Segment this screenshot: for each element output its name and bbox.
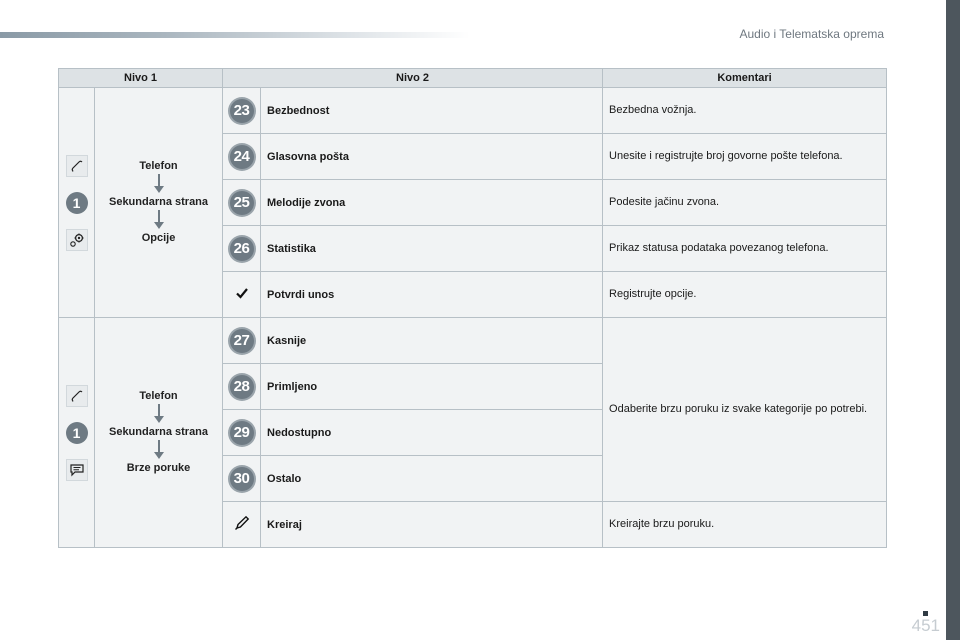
pencil-icon (234, 515, 250, 531)
table-row (59, 88, 887, 134)
section-title: Audio i Telematska oprema (739, 27, 884, 41)
column-header-level2: Nivo 2 (223, 69, 603, 88)
settings-gear-icon (66, 229, 88, 251)
path-item-sekundarna-strana: Sekundarna strana (108, 426, 209, 438)
menu-number-badge: 26 (230, 237, 254, 261)
arrow-down-icon (154, 174, 164, 194)
column-header-level1: Nivo 1 (59, 69, 223, 88)
path-item-telefon: Telefon (139, 390, 178, 402)
menu-item-label: Statistika (261, 226, 603, 272)
menu-number-badge: 23 (230, 99, 254, 123)
level1-icons-cell (59, 318, 95, 548)
phone-handset-icon (66, 155, 88, 177)
menu-item-label: Glasovna pošta (261, 134, 603, 180)
menu-number-badge: 27 (230, 329, 254, 353)
table-row (59, 318, 887, 364)
path-item-sekundarna-strana: Sekundarna strana (108, 196, 209, 208)
menu-item-label: Kreiraj (261, 502, 603, 548)
path-item-opcije: Opcije (141, 232, 176, 244)
checkmark-icon (235, 286, 249, 300)
level1-path-cell (95, 88, 223, 318)
arrow-down-icon (154, 404, 164, 424)
menu-item-comment: Prikaz statusa podataka povezanog telefona. (603, 226, 887, 272)
menu-item-label: Nedostupno (261, 410, 603, 456)
menu-item-label: Melodije zvona (261, 180, 603, 226)
menu-item-label: Ostalo (261, 456, 603, 502)
menu-item-label: Potvrdi unos (261, 272, 603, 318)
path-item-brze-poruke: Brze poruke (126, 462, 191, 474)
phone-handset-icon (66, 385, 88, 407)
menu-number-badge: 29 (230, 421, 254, 445)
menu-number-badge: 24 (230, 145, 254, 169)
menu-table (58, 68, 887, 548)
arrow-down-icon (154, 210, 164, 230)
message-bubble-icon (66, 459, 88, 481)
menu-number-badge: 28 (230, 375, 254, 399)
level1-path-cell (95, 318, 223, 548)
arrow-down-icon (154, 440, 164, 460)
page-number: 451 (911, 616, 940, 635)
page-edge-strip (946, 0, 960, 640)
level1-icons-cell (59, 88, 95, 318)
menu-item-comment: Unesite i registrujte broj govorne pošte telefona. (603, 134, 887, 180)
menu-item-comment: Bezbedna vožnja. (603, 88, 887, 134)
table-header-row (59, 69, 887, 88)
level1-badge: 1 (66, 422, 88, 444)
menu-item-label: Primljeno (261, 364, 603, 410)
column-header-comments: Komentari (603, 69, 887, 88)
menu-item-comment: Registrujte opcije. (603, 272, 887, 318)
shared-comment: Odaberite brzu poruku iz svake kategorije po potrebi. (603, 318, 887, 502)
header-gradient-bar (0, 32, 470, 38)
level1-badge: 1 (66, 192, 88, 214)
menu-number-badge: 30 (230, 467, 254, 491)
path-item-telefon: Telefon (139, 160, 178, 172)
menu-item-comment: Kreirajte brzu poruku. (603, 502, 887, 548)
menu-number-badge: 25 (230, 191, 254, 215)
menu-item-label: Bezbednost (261, 88, 603, 134)
menu-item-label: Kasnije (261, 318, 603, 364)
menu-item-comment: Podesite jačinu zvona. (603, 180, 887, 226)
